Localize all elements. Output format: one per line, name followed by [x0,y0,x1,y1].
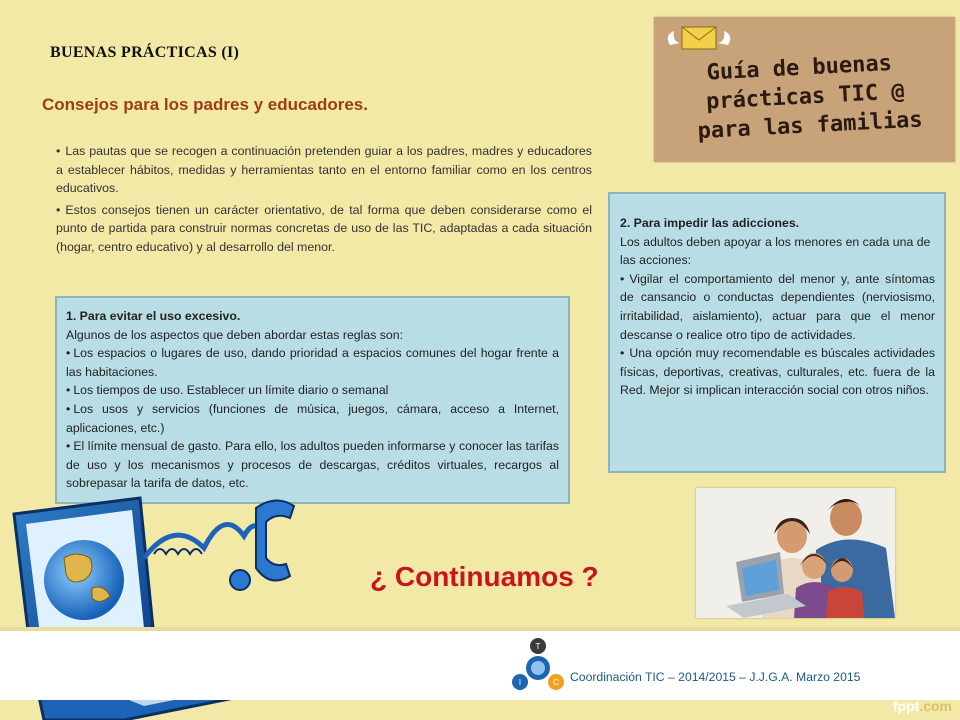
box2-item: • Una opción muy recomendable es búscales actividades físicas, deportivas, creativas, culturales, etc. fuera de la Red. Mejor si implican interacción social con otros niños. [620,344,935,400]
logo-letter-c: C [553,678,559,687]
footer-credit: Coordinación TIC – 2014/2015 – J.J.G.A. Marzo 2015 [570,670,861,684]
intro-list [56,142,592,260]
intro-item: • Las pautas que se recogen a continuación pretenden guiar a los padres, madres y educadores a establecer hábitos, medidas y herramientas tanto en el entorno familiar como en los centros educativos. [56,142,592,198]
phone-icon [256,500,294,580]
box1-item: • El límite mensual de gasto. Para ello, los adultos pueden informarse y conocer las tarifas de uso y los mecanismos y procesos de descargas, créditos virtuales, recargos al sobrepasar la tarifa de datos, etc. [66,437,559,493]
tic-logo [510,636,566,692]
guide-image [654,17,955,162]
logo-letter-i: I [518,678,522,687]
box2-lead: Los adultos deben apoyar a los menores en cada una de las acciones: [620,234,931,268]
slide-title: BUENAS PRÁCTICAS (I) [50,44,240,61]
box1-item: • Los tiempos de uso. Establecer un límite diario o semanal [66,381,559,400]
box1-lead: Algunos de los aspectos que deben abordar estas reglas son: [66,327,404,342]
box2-item: • Vigilar el comportamiento del menor y, ante síntomas de cansancio o conductas dependientes (nerviosismo, irritabilidad, aislamiento), actuar para que el menor descanse o realice otro tipo de actividades. [620,270,935,344]
intro-item: • Estos consejos tienen un carácter orientativo, de tal forma que deben considerarse como el punto de partida para construir normas concretas de uso de las TIC, adaptadas a cada situación (hogar, centro educativo) y al desarrollo del menor. [56,201,592,257]
logo-letter-t: T [535,642,541,651]
fppt-watermark: fppt.com [892,698,952,714]
box-addictions [608,192,946,473]
box1-heading: 1. Para evitar el uso excesivo. [66,309,241,323]
box1-item: • Los espacios o lugares de uso, dando prioridad a espacios comunes del hogar frente a las habitaciones. [66,344,559,381]
slide-subtitle: Consejos para los padres y educadores. [42,95,368,114]
guide-text: Guía de buenas prácticas TIC @ para las familias [697,50,924,145]
box-excessive-use [55,296,570,504]
continue-question: ¿ Continuamos ? [370,561,599,592]
footer-band [0,627,960,700]
box2-heading: 2. Para impedir las adicciones. [620,216,800,230]
family-photo [696,488,895,618]
family-photo-illustration [696,488,895,618]
box1-item: • Los usos y servicios (funciones de música, juegos, cámara, acceso a Internet, aplicaciones, etc.) [66,400,559,437]
